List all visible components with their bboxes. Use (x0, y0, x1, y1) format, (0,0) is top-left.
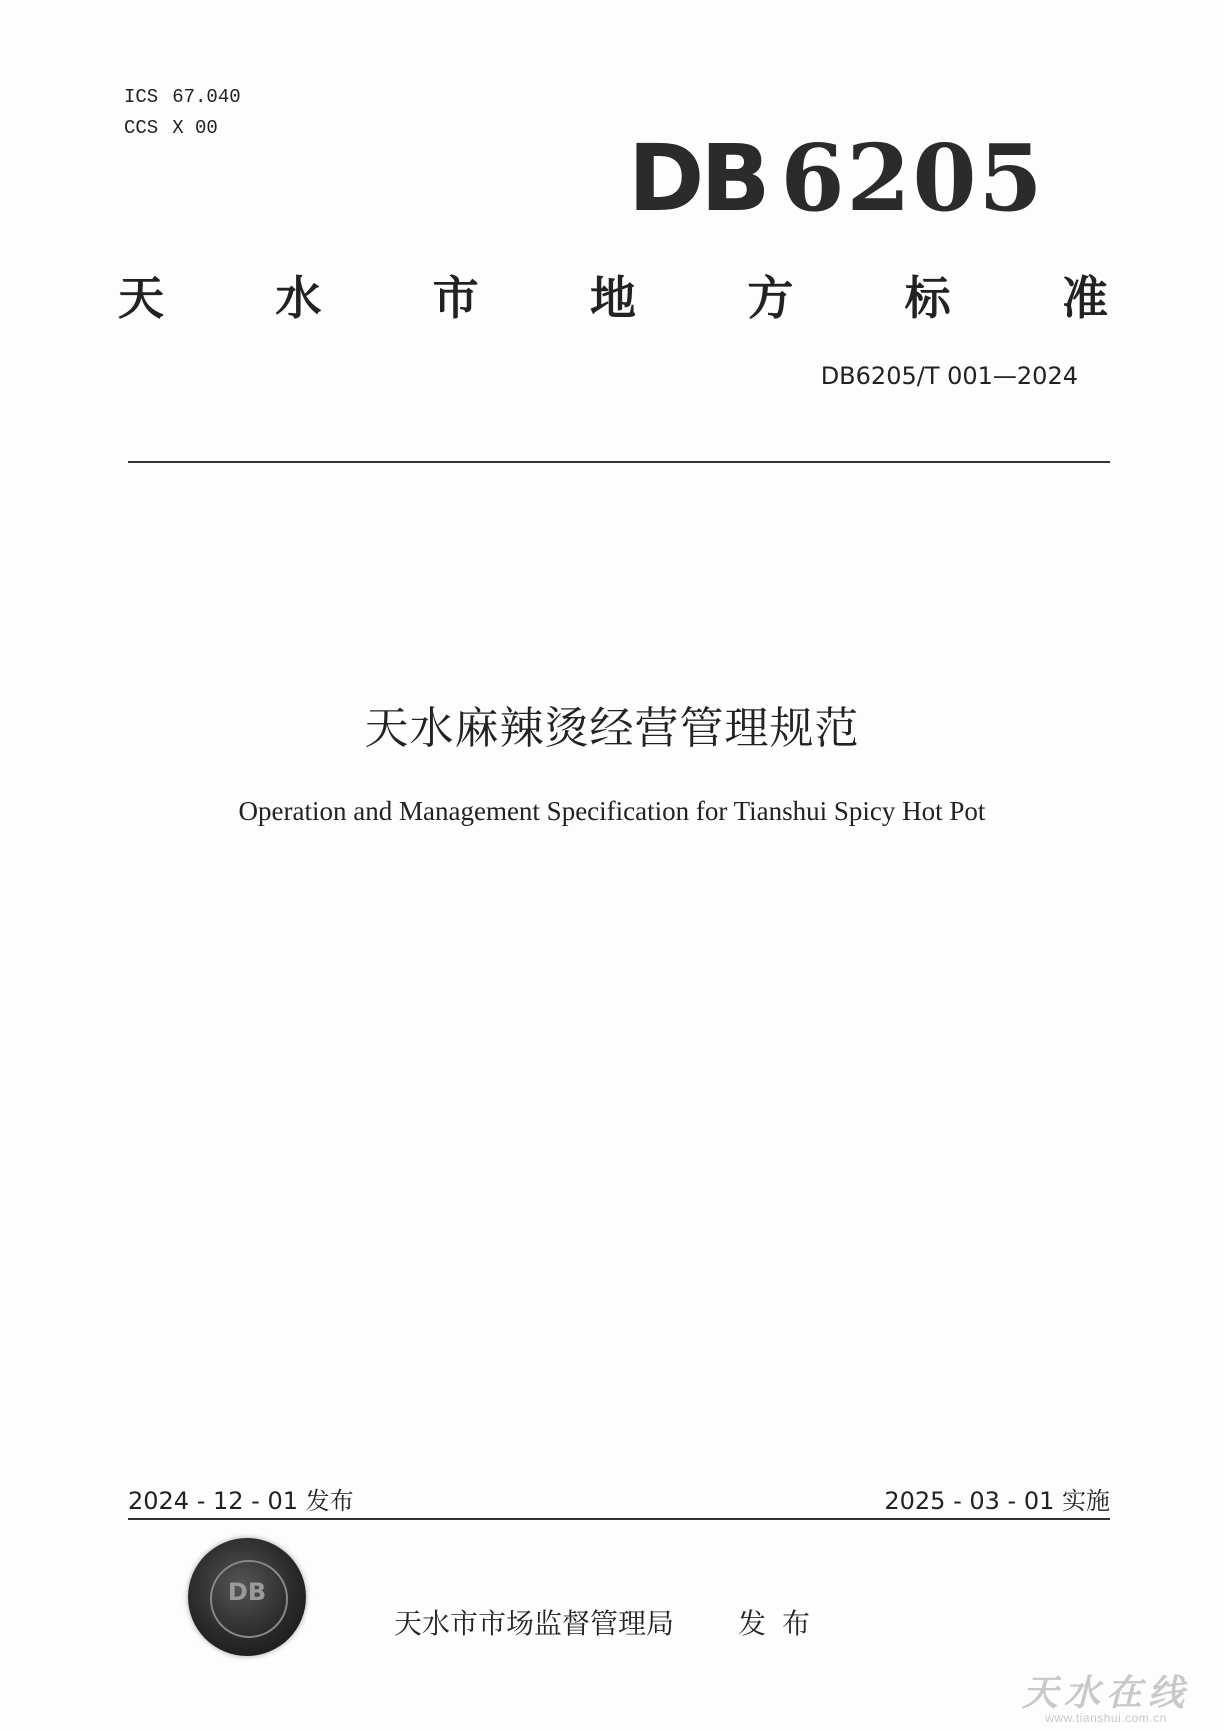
effective-date: 2025 - 03 - 01 实施 (884, 1487, 1110, 1515)
ccs-row (124, 113, 241, 144)
db-logo (628, 124, 1045, 232)
bottom-divider (128, 1518, 1110, 1520)
publisher-action: 发布 (738, 1607, 827, 1640)
db-logo-letters: DB (628, 125, 767, 232)
issue-date: 2024 - 12 - 01 发布 (128, 1487, 354, 1515)
top-divider (128, 461, 1110, 463)
ccs-code: X 00 (172, 117, 218, 139)
watermark-url: www.tianshui.com.cn (1045, 1711, 1167, 1725)
ccs-label: CCS (124, 117, 159, 139)
standard-type-char: 方 (747, 271, 794, 325)
document-title-zh: 天水麻辣烫经营管理规范 (364, 703, 860, 754)
standard-type-char: 水 (275, 271, 322, 325)
standard-type-char: 地 (589, 271, 636, 325)
ics-code: 67.040 (172, 86, 241, 108)
seal-text: DB (227, 1578, 267, 1606)
standard-number: DB6205/T 001—2024 (820, 362, 1078, 390)
standard-type-char: 市 (432, 271, 479, 325)
ics-label: ICS (124, 86, 159, 108)
classification-codes (124, 82, 241, 144)
db-logo-code: 6205 (780, 124, 1045, 232)
ics-row (124, 82, 241, 113)
document-title-en: Operation and Management Specification for Tianshui Spicy Hot Pot (238, 796, 986, 826)
watermark-title: 天水在线 (1021, 1672, 1190, 1714)
site-watermark (1006, 1672, 1206, 1725)
standard-type-char: 标 (904, 271, 951, 325)
standard-type-heading (118, 262, 1108, 328)
standard-type-char: 准 (1061, 271, 1108, 325)
official-seal (188, 1538, 306, 1656)
publisher-name: 天水市市场监督管理局 (394, 1607, 675, 1640)
standard-type-char: 天 (118, 271, 164, 325)
